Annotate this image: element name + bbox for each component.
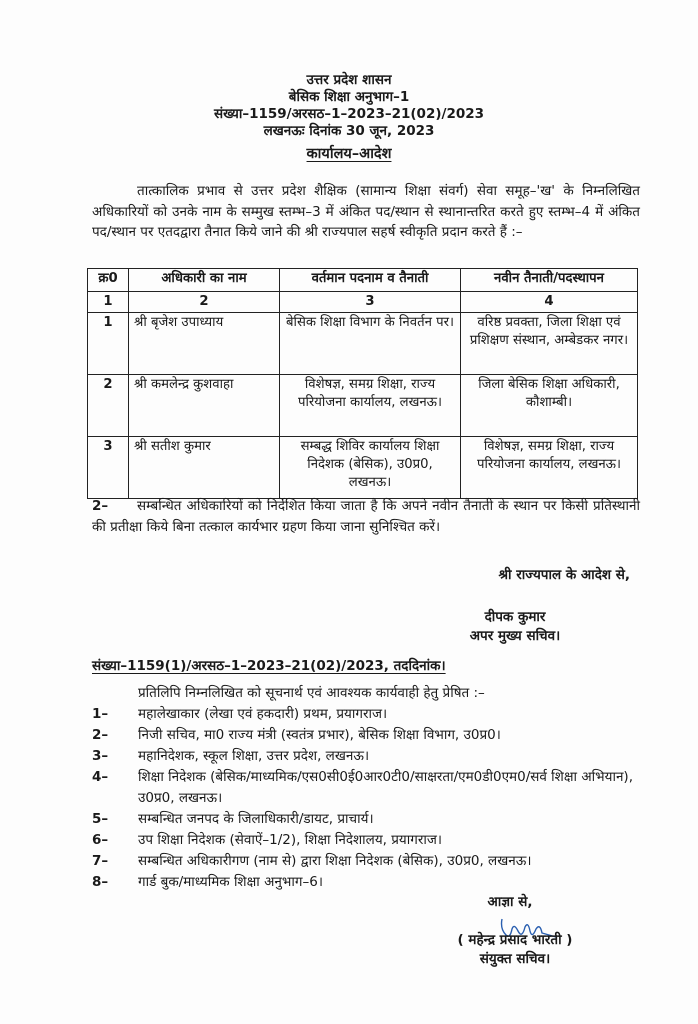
list-item xyxy=(92,725,647,746)
list-item xyxy=(92,830,647,851)
header-new-post: नवीन तैनाती/पदस्थापन xyxy=(461,269,638,292)
signatory-block-2 xyxy=(430,931,600,969)
list-text: महानिदेशक, स्कूल शिक्षा, उत्तर प्रदेश, लखनऊ। xyxy=(138,748,370,764)
table-row xyxy=(88,375,638,437)
officer-name-cell: श्री कमलेन्द्र कुशवाहा xyxy=(129,375,280,437)
serial-cell: 3 xyxy=(88,437,129,499)
list-text: उप शिक्षा निदेशक (सेवाऐं–1/2), शिक्षा निदेशालय, प्रयागराज। xyxy=(138,832,442,848)
new-post-cell: वरिष्ठ प्रवक्ता, जिला शिक्षा एवं प्रशिक्षण संस्थान, अम्बेडकर नगर। xyxy=(461,313,638,375)
document-header xyxy=(0,72,698,163)
column-number: 4 xyxy=(461,292,638,313)
copy-intro: प्रतिलिपि निम्नलिखित को सूचनार्थ एवं आवश्यक कार्यवाही हेतु प्रेषित :– xyxy=(138,685,485,701)
list-item xyxy=(92,767,647,809)
list-number: 2– xyxy=(92,727,109,743)
officer-name-cell: श्री सतीश कुमार xyxy=(129,437,280,499)
place-date: लखनऊः दिनांक 30 जून, 2023 xyxy=(263,123,435,139)
intro-text: तात्कालिक प्रभाव से उत्तर प्रदेश शैक्षिक (सामान्य शिक्षा संवर्ग) सेवा समूह–'ख' के निम्नलिखित अधिकारियों को उनके नाम के सम्मुख स्तम्भ–3 में अंकित पद/स्थान से स्थानान्तरित करते हुए स्तम्भ–4 में अंकित पद/स्थान पर एतदद्वारा तैनात किये जाने की श्री राज्यपाल सहर्ष स्वीकृति प्रदान करते हैं :– xyxy=(92,183,640,240)
copy-reference: संख्या–1159(1)/अरसठ–1–2023–21(02)/2023, तददिनांक। xyxy=(92,658,446,674)
header-serial: क्र0 xyxy=(88,269,129,292)
by-order-line: आज्ञा से, xyxy=(487,894,533,910)
signatory-block-1 xyxy=(440,608,590,646)
list-text: महालेखाकार (लेखा एवं हकदारी) प्रथम, प्रयागराज। xyxy=(138,706,388,722)
list-number: 7– xyxy=(92,853,109,869)
serial-cell: 2 xyxy=(88,375,129,437)
new-post-cell: जिला बेसिक शिक्षा अधिकारी, कौशाम्बी। xyxy=(461,375,638,437)
list-item xyxy=(92,704,647,725)
list-item xyxy=(92,809,647,830)
list-number: 8– xyxy=(92,874,109,890)
paragraph-2 xyxy=(92,496,640,537)
list-item xyxy=(92,851,647,872)
signatory-designation: अपर मुख्य सचिव। xyxy=(469,628,561,644)
current-post-cell: सम्बद्ध शिविर कार्यालय शिक्षा निदेशक (बेसिक), उ0प्र0, लखनऊ। xyxy=(280,437,461,499)
list-number: 3– xyxy=(92,748,109,764)
paragraph-number: 2– xyxy=(92,498,109,514)
officer-name-cell: श्री बृजेश उपाध्याय xyxy=(129,313,280,375)
list-number: 1– xyxy=(92,706,109,722)
document-title: कार्यालय–आदेश xyxy=(306,146,392,162)
signatory-name: दीपक कुमार xyxy=(484,609,546,625)
current-post-cell: विशेषज्ञ, समग्र शिक्षा, राज्य परियोजना कार्यालय, लखनऊ। xyxy=(280,375,461,437)
paragraph-2-text: सम्बन्धित अधिकारियों को निर्देशित किया जाता है कि अपने नवीन तैनाती के स्थान पर किसी प्रतिस्थानी की प्रतीक्षा किये बिना तत्काल कार्यभार ग्रहण किया जाना सुनिश्चित करें। xyxy=(92,498,640,535)
header-officer-name: अधिकारी का नाम xyxy=(129,269,280,292)
column-number-row xyxy=(88,292,638,313)
table-row xyxy=(88,313,638,375)
list-item xyxy=(92,746,647,767)
signatory-designation: संयुक्त सचिव। xyxy=(479,951,551,967)
column-number: 3 xyxy=(280,292,461,313)
signatory-name: ( महेन्द्र प्रसाद भारती ) xyxy=(457,932,573,948)
transfer-table xyxy=(87,268,638,499)
intro-paragraph xyxy=(92,181,640,243)
new-post-cell: विशेषज्ञ, समग्र शिक्षा, राज्य परियोजना कार्यालय, लखनऊ। xyxy=(461,437,638,499)
header-current-post: वर्तमान पदनाम व तैनाती xyxy=(280,269,461,292)
list-text: सम्बन्धित जनपद के जिलाधिकारी/डायट, प्राचार्य। xyxy=(138,811,374,827)
governor-order-line: श्री राज्यपाल के आदेश से, xyxy=(498,567,630,583)
government-name: उत्तर प्रदेश शासन xyxy=(306,72,392,88)
list-text: निजी सचिव, मा0 राज्य मंत्री (स्वतंत्र प्रभार), बेसिक शिक्षा विभाग, उ0प्र0। xyxy=(138,727,501,743)
column-number: 1 xyxy=(88,292,129,313)
list-number: 6– xyxy=(92,832,109,848)
list-item xyxy=(92,872,647,893)
list-number: 4– xyxy=(92,769,109,785)
serial-cell: 1 xyxy=(88,313,129,375)
list-text: गार्ड बुक/माध्यमिक शिक्षा अनुभाग–6। xyxy=(138,874,323,890)
reference-number: संख्या–1159/अरसठ–1–2023–21(02)/2023 xyxy=(213,106,485,122)
list-text: सम्बन्धित अधिकारीगण (नाम से) द्वारा शिक्षा निदेशक (बेसिक), उ0प्र0, लखनऊ। xyxy=(138,853,532,869)
table-header-row xyxy=(88,269,638,292)
current-post-cell: बेसिक शिक्षा विभाग के निवर्तन पर। xyxy=(280,313,461,375)
column-number: 2 xyxy=(129,292,280,313)
list-number: 5– xyxy=(92,811,109,827)
table-row xyxy=(88,437,638,499)
distribution-list xyxy=(92,704,647,893)
list-text: शिक्षा निदेशक (बेसिक/माध्यमिक/एस0सी0ई0आर0टी0/साक्षरता/एम0डी0एम0/सर्व शिक्षा अभियान), उ0प्र0, लखनऊ। xyxy=(138,769,633,806)
section-name: बेसिक शिक्षा अनुभाग–1 xyxy=(288,89,410,105)
